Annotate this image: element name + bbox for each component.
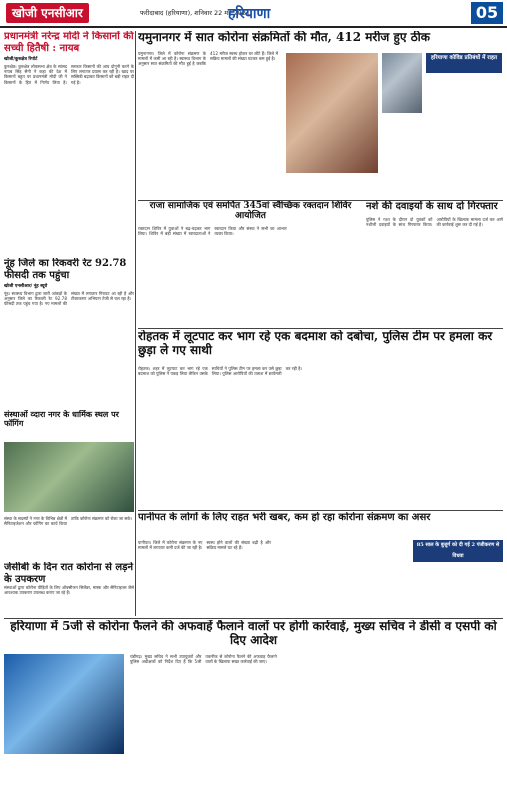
headline: संस्थाओं व्दारा नगर के धार्मिक स्थल पर फॉगिंग	[4, 410, 119, 429]
column-divider	[135, 31, 136, 616]
article-body: संस्थाओं द्वारा कोरोना पीड़ितों के लिए ऑक्सीजन सिलेंडर, मास्क और सैनिटाइजर जैसे आवश्यक उपकरण उपलब्ध कराए जा रहे हैं।	[4, 585, 134, 596]
article-recovery	[4, 258, 134, 408]
article-drugs	[366, 201, 503, 327]
row-divider	[4, 618, 503, 619]
article-panipat	[138, 512, 503, 612]
page-number: 05	[471, 2, 503, 24]
side-box-elderly: 85 साल के बुजुर्ग को दी गई 2 पंजीकरण से विधवा	[413, 540, 503, 562]
article-jcb	[4, 562, 134, 618]
article-body: पानीपत। जिले में कोरोना संक्रमण के नए मामलों में लगातार कमी दर्ज की जा रही है। स्वस्थ होने वालों की संख्या बढ़ी है और सक्रिय मामले घट रहे हैं।	[138, 540, 271, 551]
article-yamuna	[138, 31, 503, 201]
headline: पानीपत के लोगों के लिए राहत भरी खबर, कम हो रहा कोरोना संक्रमण का असर	[138, 512, 431, 523]
fiveg-photo	[4, 654, 124, 754]
article-body: रोहतक। शहर में लूटपाट कर भाग रहे एक बदमाश को पुलिस ने पकड़ लिया लेकिन उसके साथियों ने पुलिस टीम पर हमला कर उसे छुड़ा लिया। पुलिस आरोपियों की तलाश में छापेमारी कर रही है।	[138, 366, 303, 377]
article-body: संस्था के सदस्यों ने नगर के विभिन्न क्षेत्रों में सैनिटाइजेशन और फॉगिंग का कार्य किया ताकि कोरोना संक्रमण को रोका जा सके।	[4, 516, 133, 527]
article-body: चंडीगढ़। मुख्य सचिव ने सभी उपायुक्तों और पुलिस अधीक्षकों को निर्देश दिए हैं कि 5जी तकनीक से कोरोना फैलने की अफवाह फैलाने वालों के खिलाफ सख्त कार्रवाई की जाए।	[130, 654, 277, 665]
side-box-relief: हरियाणा कोविड प्रतिबंधों में राहत	[426, 53, 502, 73]
headline: रोहतक में लूटपाट कर भाग रहे एक बदमाश को दबोचा, पुलिस टीम पर हमला कर छुड़ा ले गए साथी	[138, 330, 493, 357]
article-body: कुरुक्षेत्र। कुरुक्षेत्र लोकसभा क्षेत्र के सांसद नायब सिंह सैनी ने कहा की देश में किसानों बहुत पर प्रधानमंत्री मोदी जी ने किसानों के हित में निर्णय लिया है। सरकार किसानों की आय दोगुनी करने के लिए लगातार प्रयास कर रही है। खाद पर सब्सिडी बढ़ाकर किसानों को बड़ी राहत दी गई है।	[4, 64, 134, 85]
article-pm	[4, 31, 134, 255]
article-body: रक्तदान शिविर में युवाओं ने बढ़-चढ़कर भाग लिया। शिविर में बड़ी संख्या में रक्तदाताओं ने रक्तदान किया और संस्था ने सभी का आभार व्यक्त किया।	[138, 225, 287, 236]
section-title: हरियाणा	[228, 6, 271, 22]
article-raja	[138, 201, 363, 327]
headline: यमुनानगर में सात कोरोना संक्रमितों की मौत, 412 मरीज हुए ठीक	[138, 31, 430, 44]
sanitize-photo	[4, 442, 134, 512]
article-fiveg	[4, 620, 503, 796]
row-divider	[138, 328, 503, 329]
masthead	[0, 0, 507, 28]
headline: हरियाणा में 5जी से कोरोना फैलने की अफवाहें फैलाने वालों पर होगी कार्रवाई, मुख्य सचिव ने डीसी व एसपी को दिए आदेश	[10, 620, 497, 647]
newspaper-logo: खोजी एनसीआर	[6, 3, 89, 23]
headline: नूंह जिले का रिकवरी रेट 92.78 फीसदी तक पहुंचा	[4, 258, 127, 281]
row-divider	[138, 510, 503, 511]
article-body: पुलिस ने गश्त के दौरान दो युवकों को नशीली दवाइयों के साथ गिरफ्तार किया। आरोपियों के खिलाफ मामला दर्ज कर आगे की कार्रवाई शुरू कर दी गई है।	[366, 216, 503, 227]
byline: खोजी एनसीआर/ नूंह ब्यूरो	[4, 284, 48, 289]
article-body: यमुनानगर। जिले में कोरोना संक्रमण के मामलों में कमी आ रही है। स्वास्थ्य विभाग के अनुसार सात संक्रमितों की मौत हुई है जबकि 412 मरीज स्वस्थ होकर घर लौटे हैं। जिले में सक्रिय मामलों की संख्या घटकर कम हुई है।	[138, 51, 278, 67]
yamuna-photo	[286, 53, 378, 173]
article-sanitize	[4, 410, 134, 560]
article-rohtak	[138, 330, 503, 510]
headline: नशे की दवाइयों के साथ दो गिरफ्तार	[366, 201, 498, 212]
side-photo	[382, 53, 422, 113]
article-body: नूंह। स्वास्थ्य विभाग द्वारा जारी आंकड़ों के अनुसार जिले का रिकवरी रेट 92.78 फीसदी तक पहुंच गया है। नए मामलों की संख्या में लगातार गिरावट आ रही है और टीकाकरण अभियान तेजी से चल रहा है।	[4, 291, 134, 307]
headline: प्रधानमंत्री नरेन्द्र मोदी ने किसानों की सच्ची हितैषी : नायब	[4, 31, 134, 54]
byline: खोजी/कुरुक्षेत्र रिपोर्ट	[4, 57, 38, 62]
row-divider	[138, 200, 503, 201]
headline: जेसीबी के दिन रात कोरोना से लड़ने के उपकरण	[4, 562, 133, 585]
issue-date: फरीदाबाद (हरियाणा), शनिवार 22 मई 2021	[140, 9, 250, 17]
headline: राजा सामाजिक एवं समर्पित 345वां स्वैच्छिक रक्तदान शिविर आयोजित	[149, 201, 352, 222]
